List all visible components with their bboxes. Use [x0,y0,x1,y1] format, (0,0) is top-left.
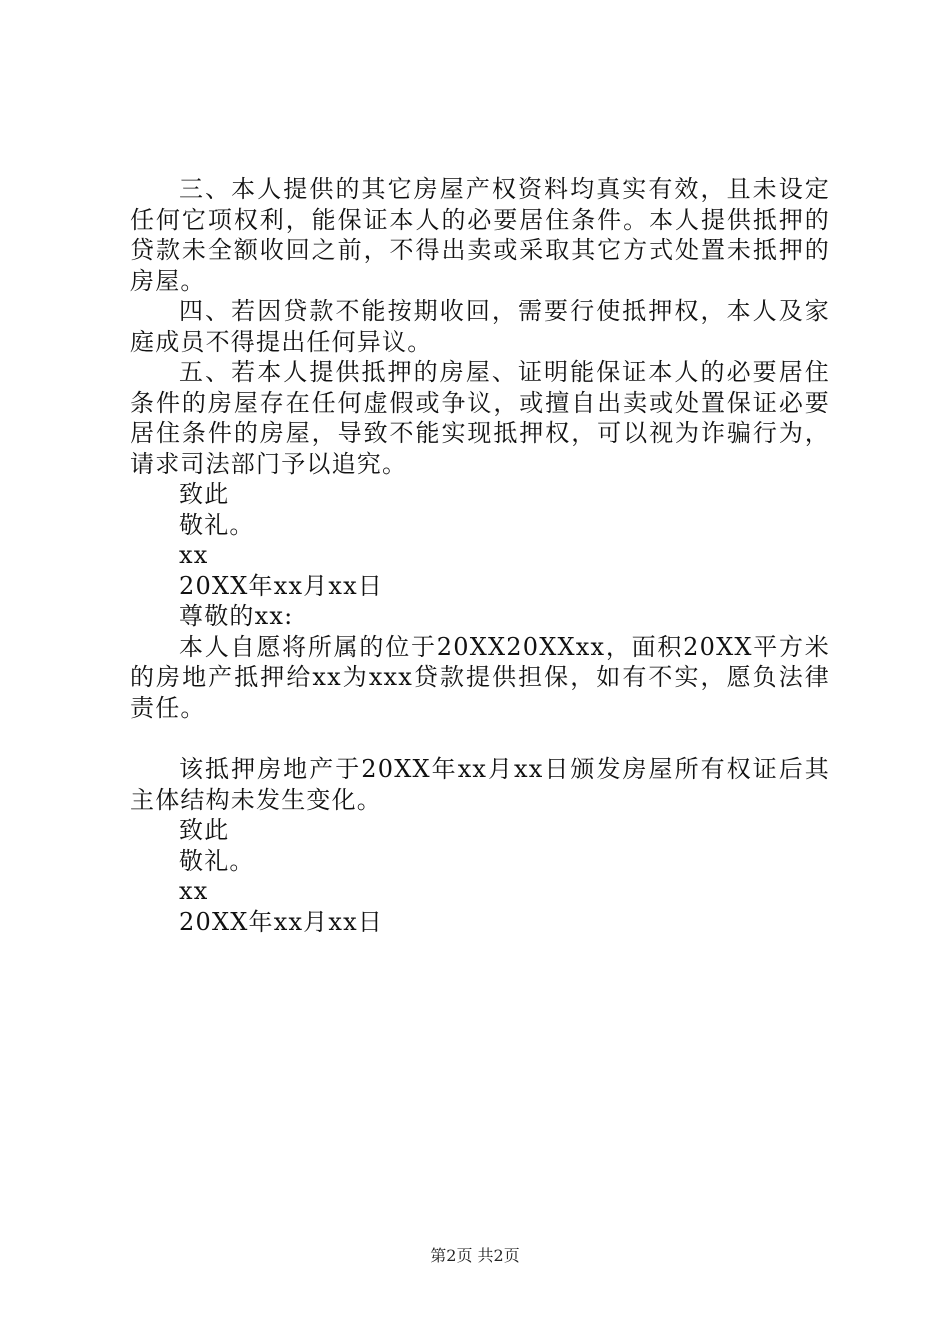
letter-greeting: 尊敬的xx: [179,602,294,630]
signer-name: xx [179,541,209,569]
paragraph-gap [130,723,830,754]
clause-four: 四、若因贷款不能按期收回，需要行使抵押权，本人及家庭成员不得提出任何异议。 [130,297,830,356]
closing-regards: 敬礼。 [179,510,255,539]
signer-name-2: xx [179,877,209,905]
closing-regards-2: 敬礼。 [179,846,255,875]
signature-date: 20XX年xx月xx日 [179,571,384,600]
signature-date-2: 20XX年xx月xx日 [179,907,384,936]
closing-salutation: 致此 [179,480,230,508]
page-number-footer: 第2页 共2页 [430,1246,520,1265]
letter-body-paragraph: 本人自愿将所属的位于20XX20XXxx，面积20XX平方米的房地产抵押给xx为xxx贷款提供担保，如有不实，愿负法律责任。 [130,632,830,722]
closing-salutation-2: 致此 [179,816,230,844]
letter-body-paragraph-2: 该抵押房地产于20XX年xx月xx日颁发房屋所有权证后其主体结构未发生变化。 [130,755,830,814]
clause-three: 三、本人提供的其它房屋产权资料均真实有效，且未设定任何它项权利，能保证本人的必要居住条件。本人提供抵押的贷款未全额收回之前，不得出卖或采取其它方式处置未抵押的房屋。 [130,175,830,295]
document-body [130,174,830,937]
clause-five: 五、若本人提供抵押的房屋、证明能保证本人的必要居住条件的房屋存在任何虚假或争议，或擅自出卖或处置保证必要居住条件的房屋，导致不能实现抵押权，可以视为诈骗行为，请求司法部门予以追究。 [130,358,830,478]
